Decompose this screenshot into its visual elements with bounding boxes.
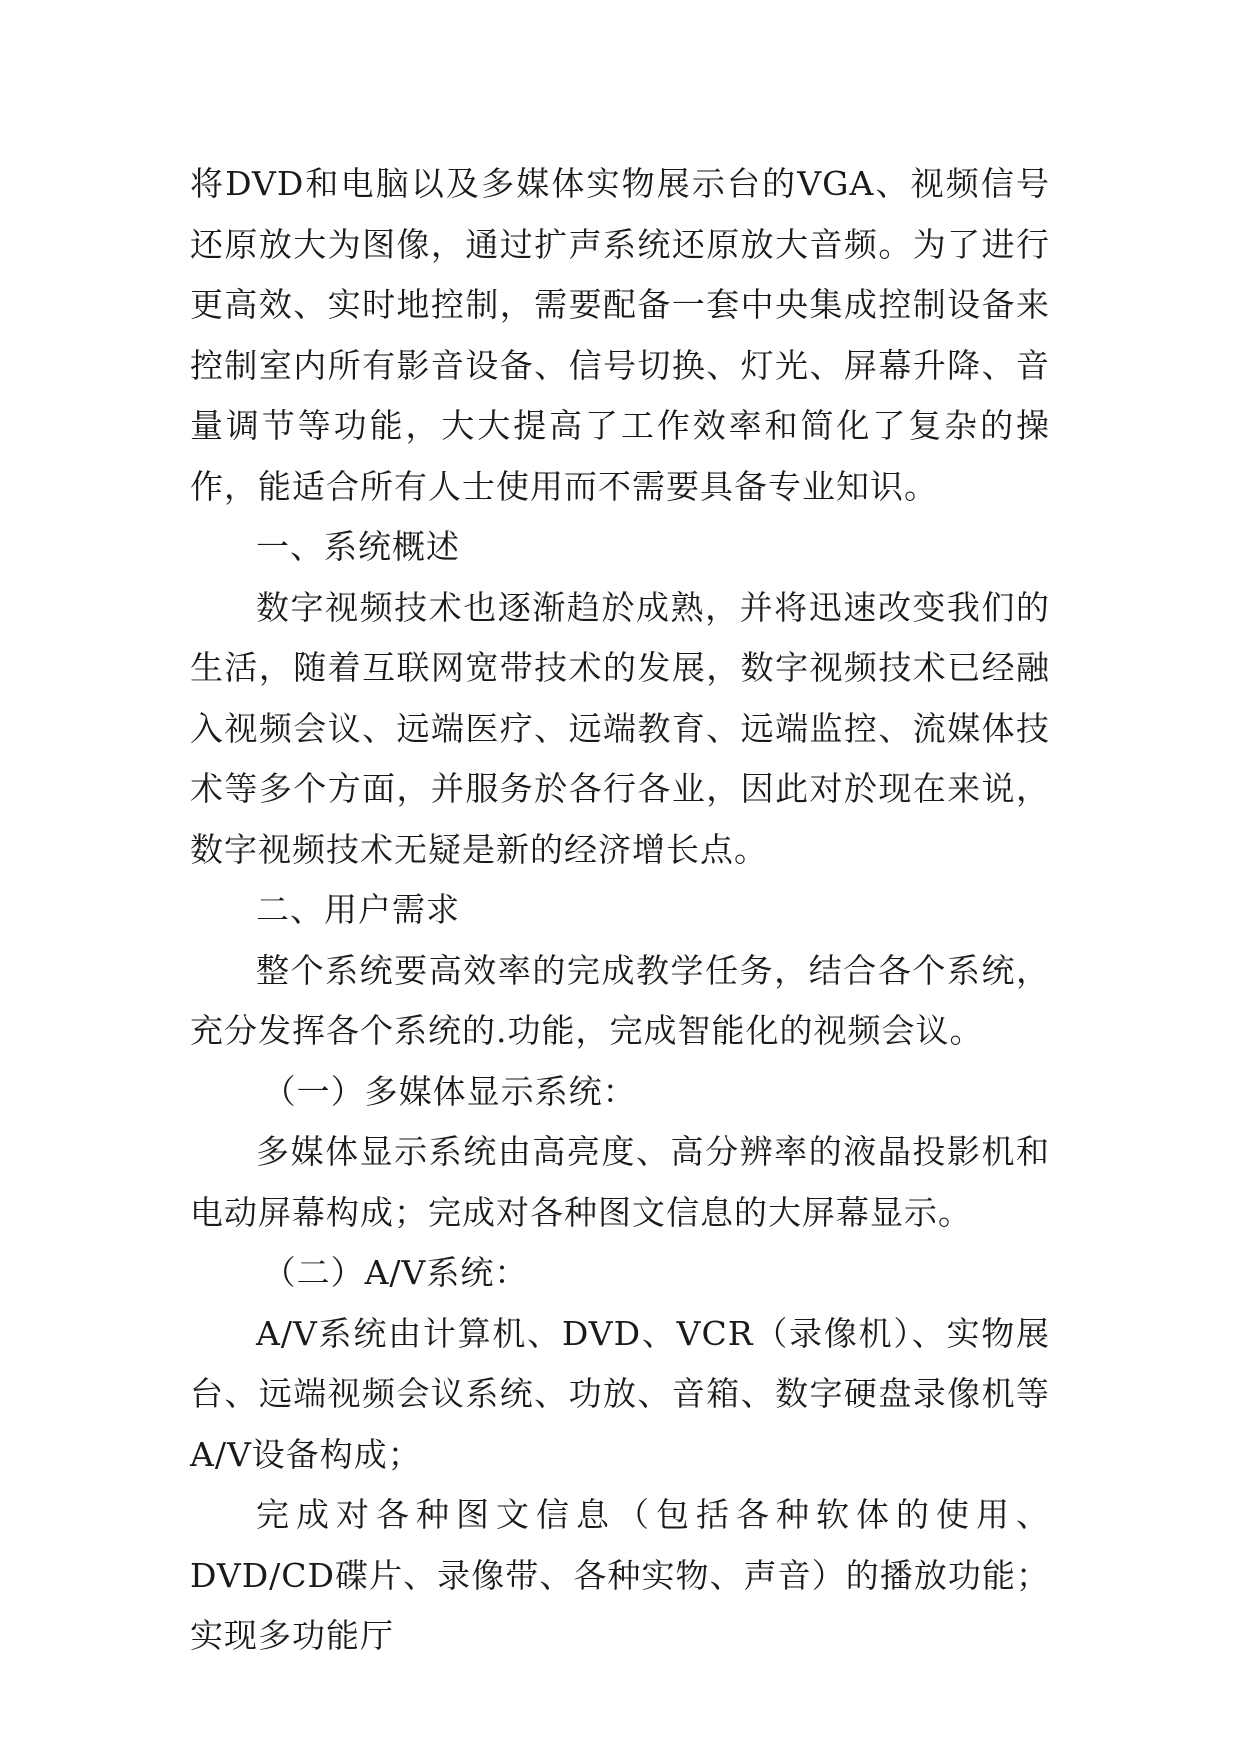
user-needs-paragraph: 整个系统要高效率的完成教学任务，结合各个系统，充分发挥各个系统的.功能，完成智能化的视频会议。 xyxy=(190,950,1050,1050)
intro-paragraph: 将DVD和电脑以及多媒体实物展示台的VGA、视频信号还原放大为图像，通过扩声系统还原放大音频。为了进行更高效、实时地控制，需要配备一套中央集成控制设备来控制室内所有影音设备、信号切换、灯光、屏幕升降、音量调节等功能，大大提高了工作效率和简化了复杂的操作，能适合所有人士使用而不需要具备专业知识。 xyxy=(190,164,1050,506)
multimedia-display-paragraph: 多媒体显示系统由高亮度、高分辨率的液晶投影机和电动屏幕构成；完成对各种图文信息的大屏幕显示。 xyxy=(190,1132,1050,1232)
section-heading-user-needs: 二、用户需求 xyxy=(256,890,460,929)
subheading-multimedia-display: （一）多媒体显示系统： xyxy=(262,1071,637,1111)
document-body xyxy=(190,154,1050,1667)
section-heading-overview: 一、系统概述 xyxy=(256,527,460,566)
av-system-paragraph-2: 完成对各种图文信息（包括各种软体的使用、DVD/CD碟片、录像带、各种实物、声音）的播放功能；实现多功能厅 xyxy=(190,1495,1050,1655)
subheading-av-system: （二）A/V系统： xyxy=(262,1253,529,1292)
av-system-paragraph-1: A/V系统由计算机、DVD、VCR（录像机）、实物展台、远端视频会议系统、功放、音箱、数字硬盘录像机等A/V设备构成； xyxy=(190,1313,1050,1474)
overview-paragraph: 数字视频技术也逐渐趋於成熟，并将迅速改变我们的生活，随着互联网宽带技术的发展，数字视频技术已经融入视频会议、远端医疗、远端教育、远端监控、流媒体技术等多个方面，并服务於各行各业，因此对於现在来说，数字视频技术无疑是新的经济增长点。 xyxy=(190,587,1050,869)
